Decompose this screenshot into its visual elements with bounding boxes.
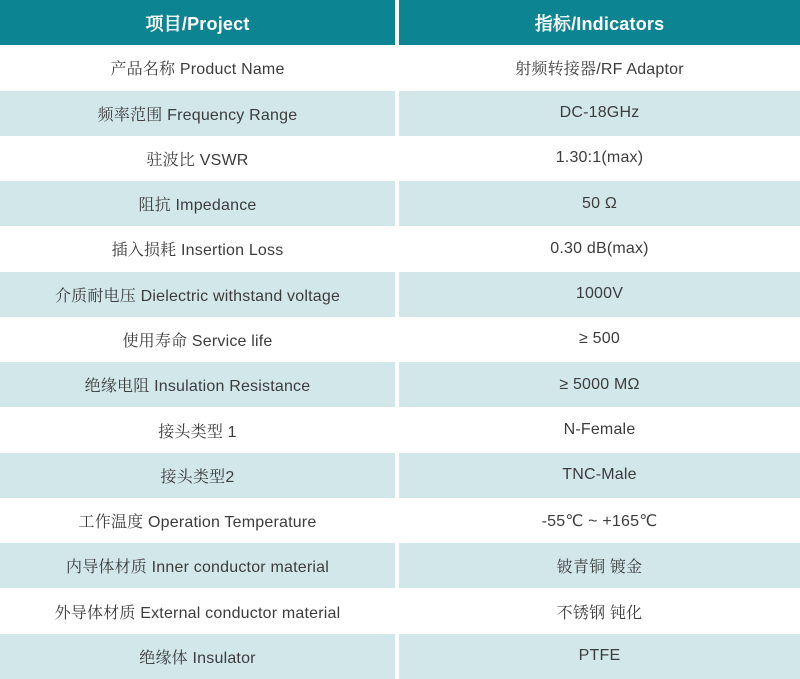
indicator-cell: 铍青铜 镀金 bbox=[556, 559, 643, 577]
table-row bbox=[0, 407, 800, 452]
table-row bbox=[0, 226, 800, 271]
project-cell: 阻抗 Impedance bbox=[0, 181, 399, 226]
indicator-cell: 射频转接器/RF Adaptor bbox=[515, 61, 684, 79]
indicator-cell: DC-18GHz bbox=[559, 104, 640, 122]
table-row bbox=[0, 634, 800, 679]
project-cell: 驻波比 VSWR bbox=[0, 136, 399, 181]
indicator-cell: 1000V bbox=[575, 285, 624, 303]
indicator-cell: ≥ 500 bbox=[579, 330, 620, 348]
indicator-cell: 0.30 dB(max) bbox=[550, 239, 649, 257]
table-row bbox=[0, 453, 800, 498]
project-cell: 工作温度 Operation Temperature bbox=[0, 498, 399, 543]
indicator-cell: N-Female bbox=[563, 421, 636, 439]
project-cell: 绝缘体 Insulator bbox=[0, 634, 399, 679]
table-row bbox=[0, 317, 800, 362]
project-cell: 绝缘电阻 Insulation Resistance bbox=[0, 362, 399, 407]
table-row bbox=[0, 91, 800, 136]
indicator-cell: ≥ 5000 MΩ bbox=[559, 375, 640, 393]
indicator-cell: 1.30:1(max) bbox=[555, 149, 644, 167]
project-cell: 产品名称 Product Name bbox=[0, 45, 399, 90]
table-row bbox=[0, 181, 800, 226]
header-indicator: 指标/Indicators bbox=[534, 13, 665, 34]
table-row bbox=[0, 362, 800, 407]
indicator-cell: TNC-Male bbox=[562, 466, 637, 484]
project-cell: 接头类型2 bbox=[0, 453, 399, 498]
indicator-cell: 不锈钢 钝化 bbox=[556, 604, 643, 622]
table-row bbox=[0, 272, 800, 317]
project-cell: 介质耐电压 Dielectric withstand voltage bbox=[0, 272, 399, 317]
table-header-row bbox=[0, 0, 800, 45]
project-cell: 外导体材质 External conductor material bbox=[0, 588, 399, 633]
table-row bbox=[0, 45, 800, 90]
table-row bbox=[0, 136, 800, 181]
table-row bbox=[0, 588, 800, 633]
indicator-cell: 50 Ω bbox=[581, 194, 617, 212]
project-cell: 使用寿命 Service life bbox=[0, 317, 399, 362]
project-cell: 插入损耗 Insertion Loss bbox=[0, 226, 399, 271]
project-cell: 接头类型 1 bbox=[0, 407, 399, 452]
header-project: 项目/Project bbox=[0, 0, 399, 45]
indicator-cell: PTFE bbox=[578, 647, 621, 665]
table-row bbox=[0, 543, 800, 588]
table-row bbox=[0, 498, 800, 543]
indicator-cell: -55℃ ~ +165℃ bbox=[541, 512, 658, 530]
project-cell: 频率范围 Frequency Range bbox=[0, 91, 399, 136]
project-cell: 内导体材质 Inner conductor material bbox=[0, 543, 399, 588]
